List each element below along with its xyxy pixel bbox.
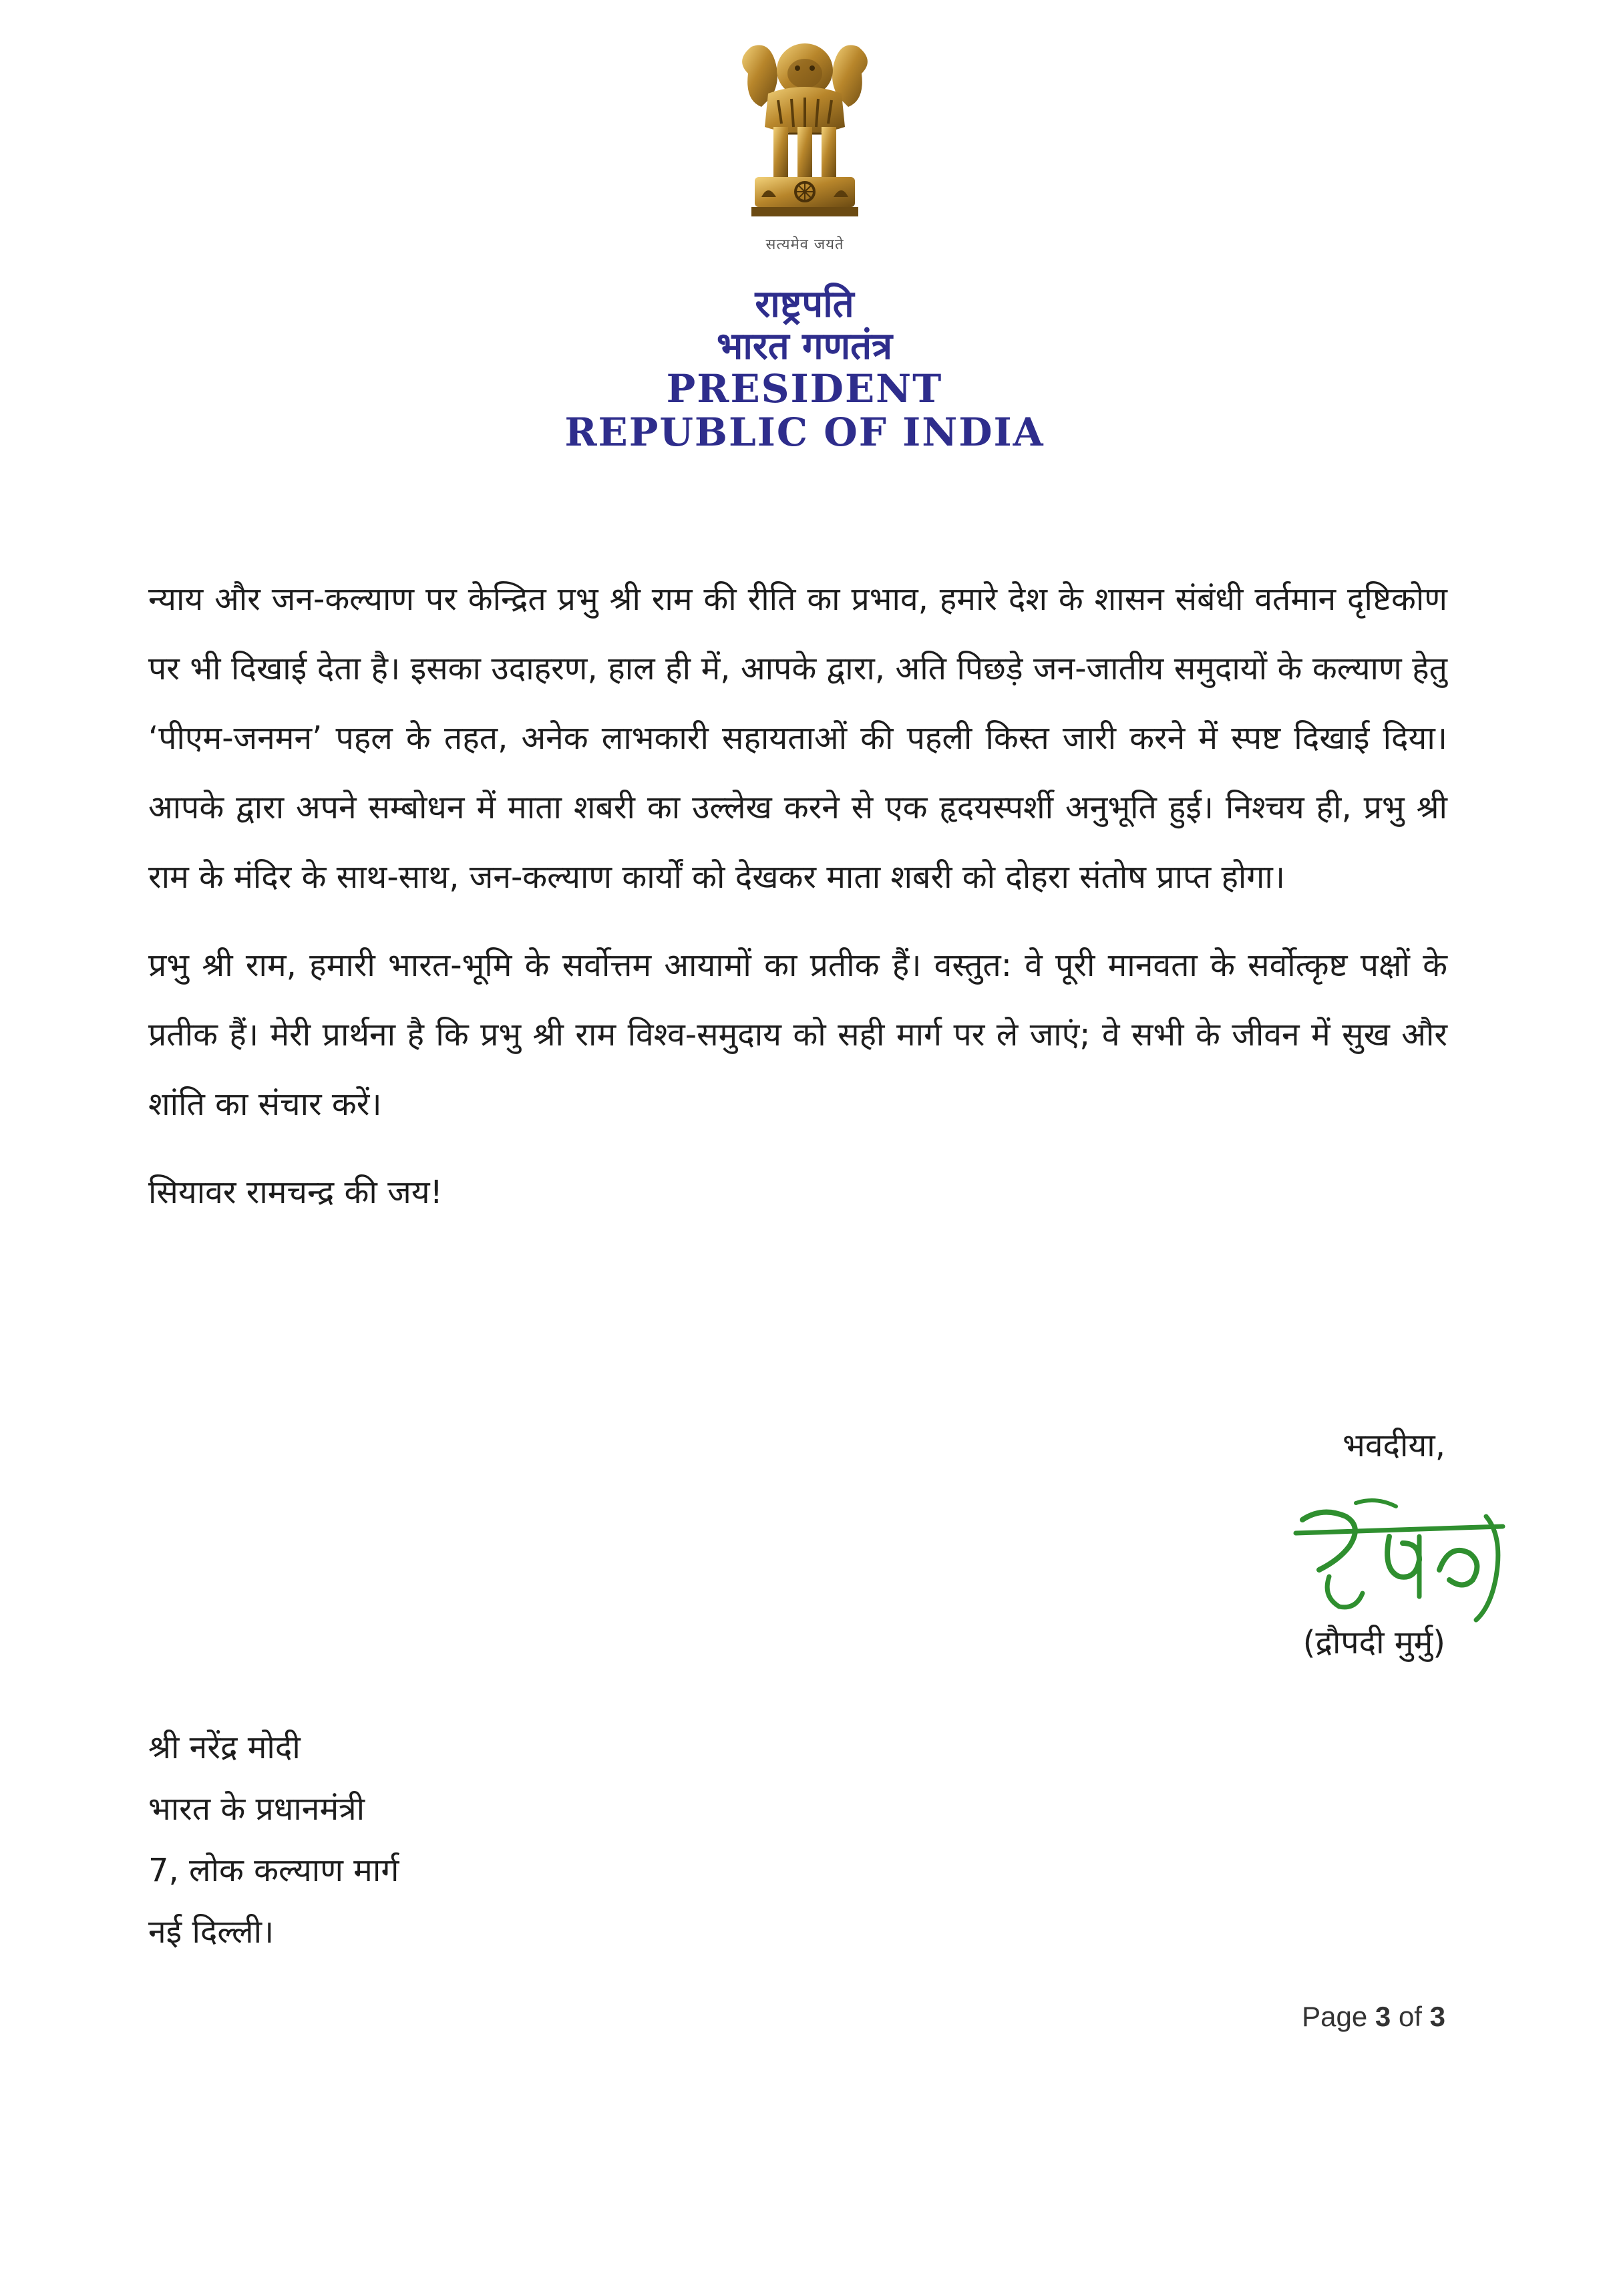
letterhead-hindi-subtitle: भारत गणतंत्र [716,324,893,368]
letter-body [148,564,1447,1246]
address-line: श्री नरेंद्र मोदी [148,1729,301,1766]
paragraph: प्रभु श्री राम, हमारी भारत-भूमि के सर्वोत्तम आयामों का प्रतीक हैं। वस्तुत: वे पूरी मानवता के सर्वोत्कृष्ट पक्षों के प्रतीक हैं। मेरी प्रार्थना है कि प्रभु श्री राम विश्व-समुदाय को सही मार्ग पर ले जाएं; वे सभी के जीवन में सुख और शांति का संचार करें। [148,947,1447,1123]
letterhead-english-subtitle: REPUBLIC OF INDIA [564,409,1045,456]
paragraph: न्याय और जन-कल्याण पर केन्द्रित प्रभु श्री राम की रीति का प्रभाव, हमारे देश के शासन संबंधी वर्तमान दृष्टिकोण पर भी दिखाई देता है। इसका उदाहरण, हाल ही में, आपके द्वारा, अति पिछड़े जन-जातीय समुदायों के कल्याण हेतु ‘पीएम-जनमन’ पहल के तहत, अनेक लाभकारी सहायताओं की पहली किस्त जारी करने में स्पष्ट दिखाई दिया। आपके द्वारा अपने सम्बोधन में माता शबरी का उल्लेख करने से एक हृदयस्पर्शी अनुभूति हुई। निश्चय ही, प्रभु श्री राम के मंदिर के साथ-साथ, जन-कल्याण कार्यों को देखकर माता शबरी को दोहरा संतोष प्राप्त होगा। [148,581,1448,896]
page-label: Page [1302,2001,1368,2032]
letterhead [0,284,1609,454]
signature [1282,1496,1523,1630]
lion-capital-icon [721,33,888,234]
national-emblem [721,33,888,261]
address-line: भारत के प्रधानमंत्री [148,1790,365,1828]
letterhead-hindi-title: राष्ट्रपति [755,283,854,326]
page-number [1302,2001,1445,2033]
emblem-motto: सत्यमेव जयते [765,236,844,253]
closing-text: भवदीया, [1343,1427,1445,1464]
page-of-label: of [1398,2001,1422,2032]
page-total: 3 [1429,2001,1445,2032]
signatory-name: (द्रौपदी मुर्मु) [1302,1624,1445,1661]
address-line: नई दिल्ली। [148,1913,275,1951]
recipient-address [148,1717,399,1963]
salutation: सियावर रामचन्द्र की जय! [148,1174,443,1211]
address-line: 7, लोक कल्याण मार्ग [148,1852,399,1889]
letterhead-english-title: PRESIDENT [666,366,943,412]
page-current: 3 [1375,2001,1391,2032]
